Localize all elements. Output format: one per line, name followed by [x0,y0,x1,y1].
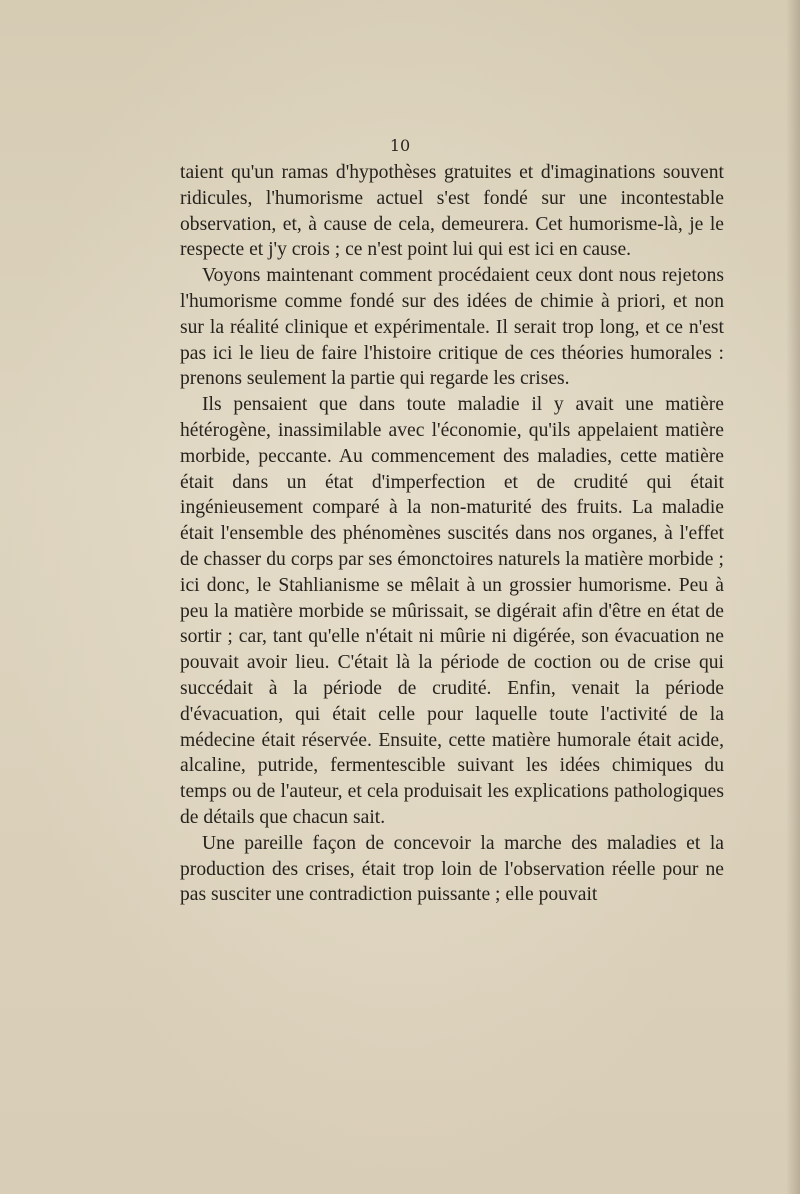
paragraph-2: Voyons maintenant comment procédaient ceux dont nous rejetons l'humorisme comme fondé sur des idées de chimie à priori, et non sur la réalité clinique et expérimentale. Il serait trop long, et ce n'est pas ici le lieu de faire l'histoire critique de ces théories humorales : prenons seulement la partie qui regarde les crises. [180,265,724,390]
paragraph-3: Ils pensaient que dans toute maladie il y avait une matière hétérogène, inassimilable avec l'économie, qu'ils appelaient matière morbide, peccante. Au commencement des maladies, cette matière était dans un état d'imperfection et de crudité qui était ingénieusement comparé à la non-maturité des fruits. La maladie était l'ensemble des phénomènes suscités dans nos organes, à l'effet de chasser du corps par ses émonctoires naturels la matière morbide ; ici donc, le Stahlianisme se mêlait à un grossier humorisme. Peu à peu la matière morbide se mûrissait, se digérait afin d'être en état de sortir ; car, tant qu'elle n'était ni mûrie ni digérée, son évacuation ne pouvait avoir lieu. C'était là la période de coction ou de crise qui succédait à la période de crudité. Enfin, venait la période d'évacuation, qui était celle pour laquelle toute l'activité de la médecine était réservée. Ensuite, cette matière humorale était acide, alcaline, putride, fermentescible suivant les idées chimiques du temps ou de l'auteur, et cela produisait les explications pathologiques de détails que chacun sait. [180,394,724,828]
paragraph-1: taient qu'un ramas d'hypothèses gratuites et d'imaginations souvent ridicules, l'humorisme actuel s'est fondé sur une incontestable observation, et, à cause de cela, demeurera. Cet humorisme-là, je le respecte et j'y crois ; ce n'est point lui qui est ici en cause. [180,162,724,261]
paragraph-4: Une pareille façon de concevoir la marche des maladies et la production des crises, était trop loin de l'observation réelle pour ne pas susciter une contradiction puissante ; elle pouvait [180,832,724,906]
page-number: 10 [389,136,411,155]
page-body [180,160,724,908]
